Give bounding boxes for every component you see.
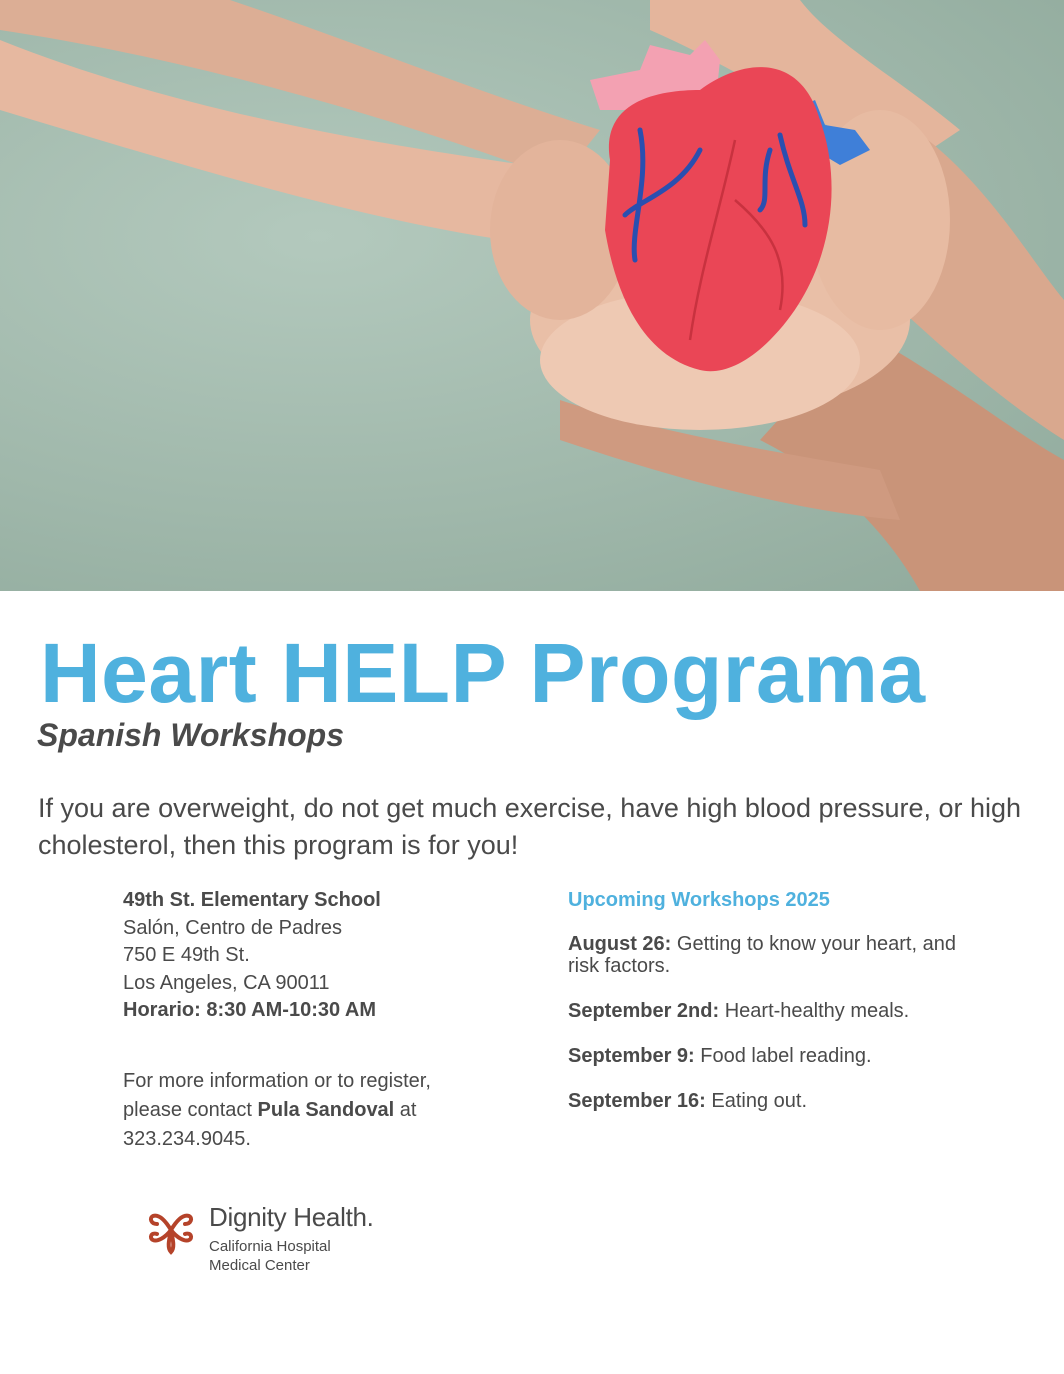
workshop-item xyxy=(568,1045,968,1067)
logo-subtitle xyxy=(209,1237,331,1275)
location-street: 750 E 49th St. xyxy=(123,944,250,966)
logo-line-2: Medical Center xyxy=(209,1257,310,1274)
contact-phone-text: at 323.234.9045. xyxy=(123,1099,417,1150)
dignity-health-logo-icon xyxy=(143,1202,199,1258)
hands-holding-heart-illustration xyxy=(0,0,1064,591)
location-name: 49th St. Elementary School xyxy=(123,889,381,911)
logo-line-1: California Hospital xyxy=(209,1238,331,1255)
page-subtitle: Spanish Workshops xyxy=(37,717,345,753)
workshop-date: September 16: xyxy=(568,1090,706,1112)
hero-image xyxy=(0,0,1064,591)
dignity-health-logo xyxy=(143,1202,403,1277)
intro-text: If you are overweight, do not get much exercise, have high blood pressure, or high cholesterol, then this program is for you! xyxy=(38,793,1022,860)
workshops-heading: Upcoming Workshops 2025 xyxy=(568,889,830,911)
contact-text: For more information or to register, please contact xyxy=(123,1070,431,1121)
workshop-date: September 2nd: xyxy=(568,1000,720,1022)
workshop-item xyxy=(568,1090,968,1112)
location-hours: Horario: 8:30 AM-10:30 AM xyxy=(123,999,377,1021)
workshop-date: August 26: xyxy=(568,933,672,955)
workshop-topic: Heart-healthy meals. xyxy=(719,1000,910,1022)
location-block xyxy=(123,887,483,1025)
workshop-topic: Eating out. xyxy=(705,1090,808,1112)
contact-name: Pula Sandoval xyxy=(257,1099,395,1121)
location-city: Los Angeles, CA 90011 xyxy=(123,971,330,994)
logo-name: Dignity Health. xyxy=(209,1202,374,1232)
contact-block xyxy=(123,1067,483,1154)
workshop-item xyxy=(568,1000,968,1022)
workshops-block xyxy=(568,887,968,1135)
page-title: Heart HELP Programa xyxy=(40,626,926,720)
workshop-item xyxy=(568,933,968,977)
workshop-date: September 9: xyxy=(568,1045,695,1067)
workshop-topic: Food label reading. xyxy=(694,1045,872,1067)
workshop-topic: Getting to know your heart, and risk factors. xyxy=(568,933,956,977)
location-room: Salón, Centro de Padres xyxy=(123,916,343,939)
